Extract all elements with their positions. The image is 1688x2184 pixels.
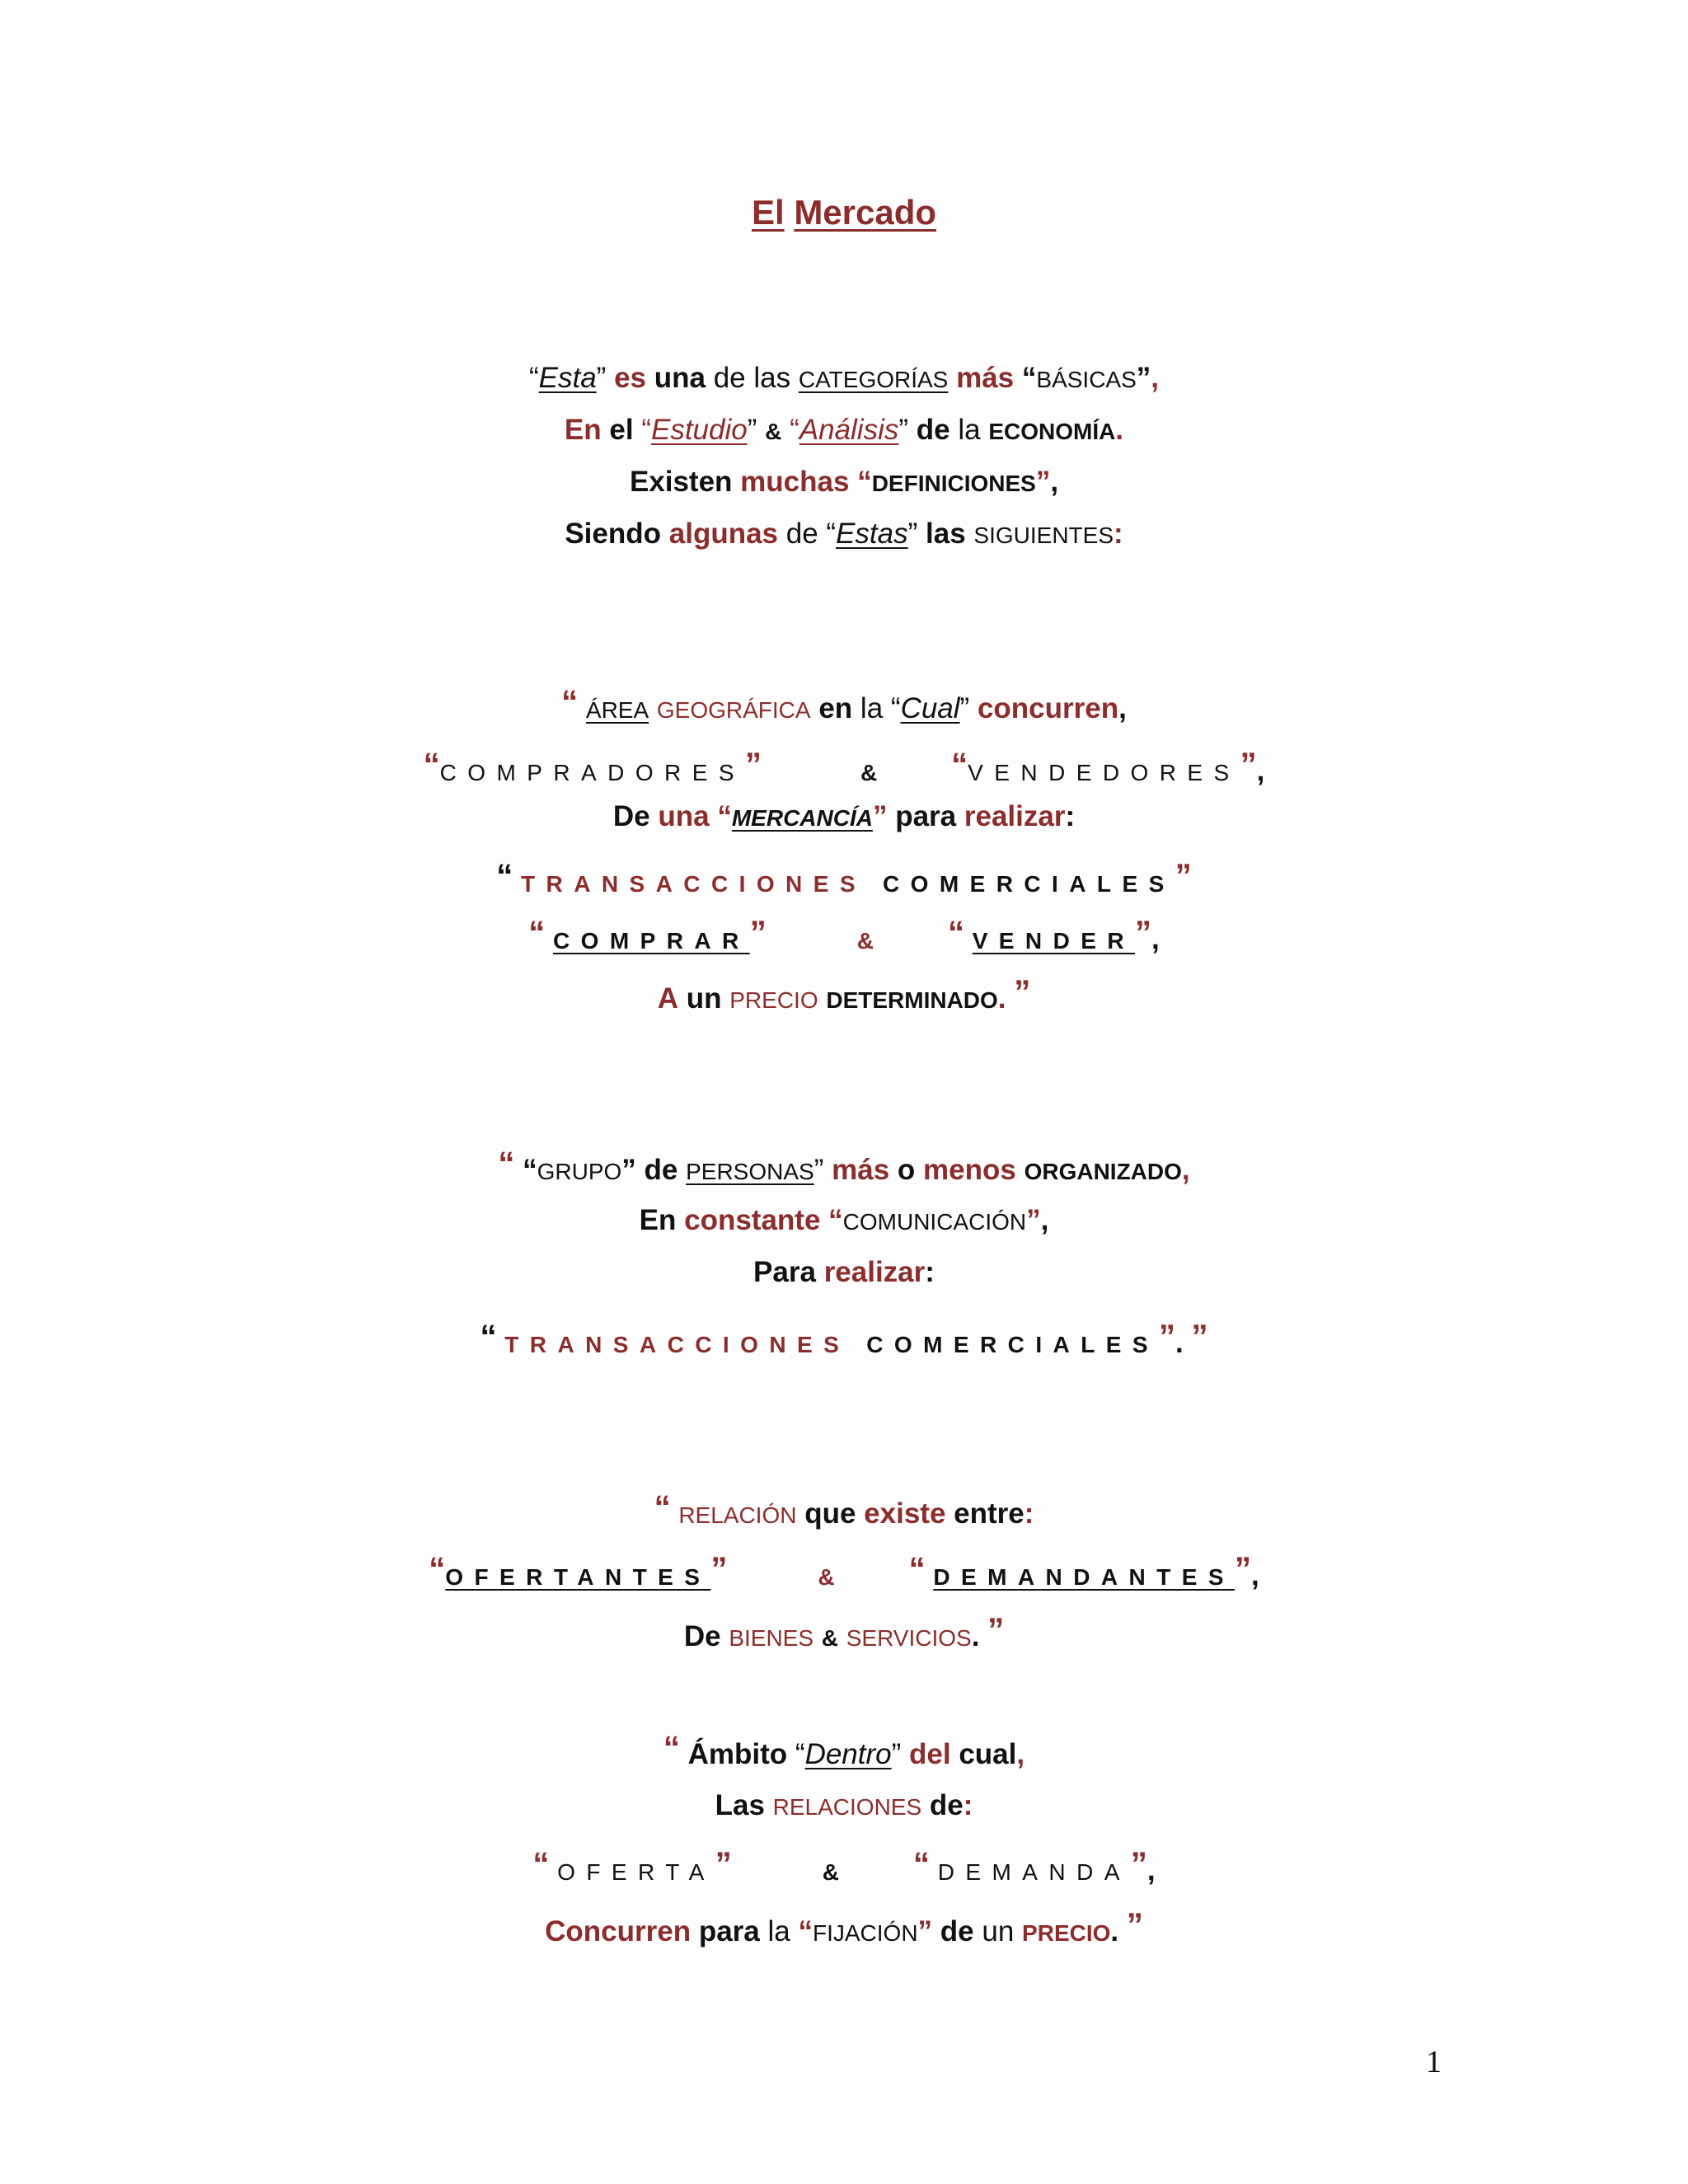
- title-word-mercado: Mercado: [794, 193, 937, 232]
- def1-line-5: “ COMPRAR” & “ VENDER”,: [528, 915, 1160, 955]
- def4-line-1: “ Ámbito “Dentro” del cual,: [663, 1730, 1025, 1770]
- def1-line-6: A un PRECIO DETERMINADO. ”: [657, 974, 1031, 1015]
- def1-line-2: “COMPRADORES” & “VENDEDORES”,: [423, 747, 1265, 787]
- def1-line-4: “ TRANSACCIONES COMERCIALES”: [496, 858, 1192, 897]
- def3-line-2: “OFERTANTES” & “ DEMANDANTES”,: [429, 1551, 1259, 1591]
- def3-line-3: De BIENES & SERVICIOS. ”: [683, 1612, 1005, 1652]
- def4-line-2: Las RELACIONES de:: [715, 1789, 973, 1821]
- intro-line-4: Siendo algunas de “Estas” las SIGUIENTES:: [565, 518, 1123, 550]
- intro-line-3: Existen muchas “DEFINICIONES”,: [629, 466, 1059, 498]
- intro-line-1: “Esta” es una de las CATEGORÍAS más “BÁSICAS”,: [528, 362, 1160, 394]
- def1-line-1: “ ÁREA GEOGRÁFICA en la “Cual” concurren,: [561, 684, 1127, 724]
- title-word-el: El: [751, 193, 785, 232]
- intro-line-2: En el “Estudio” & “Análisis” de la ECONOMÍA.: [564, 414, 1124, 446]
- page-title: [0, 193, 1688, 232]
- def1-line-3: De una “MERCANCÍA” para realizar:: [612, 800, 1076, 832]
- def4-line-3: “ OFERTA” & “ DEMANDA”,: [532, 1846, 1156, 1886]
- def4-line-4: Concurren para la “FIJACIÓN” de un PRECIO. ”: [545, 1907, 1143, 1947]
- def2-line-3: Para realizar:: [753, 1256, 935, 1288]
- def2-line-4: “ TRANSACCIONES COMERCIALES”. ”: [480, 1319, 1208, 1359]
- def2-line-2: En constante “COMUNICACIÓN”,: [639, 1204, 1049, 1236]
- def2-line-1: “ “GRUPO” de PERSONAS” más o menos ORGANIZADO,: [498, 1146, 1190, 1186]
- def3-line-1: “ RELACIÓN que existe entre:: [654, 1489, 1034, 1530]
- page-number: 1: [1426, 2045, 1442, 2079]
